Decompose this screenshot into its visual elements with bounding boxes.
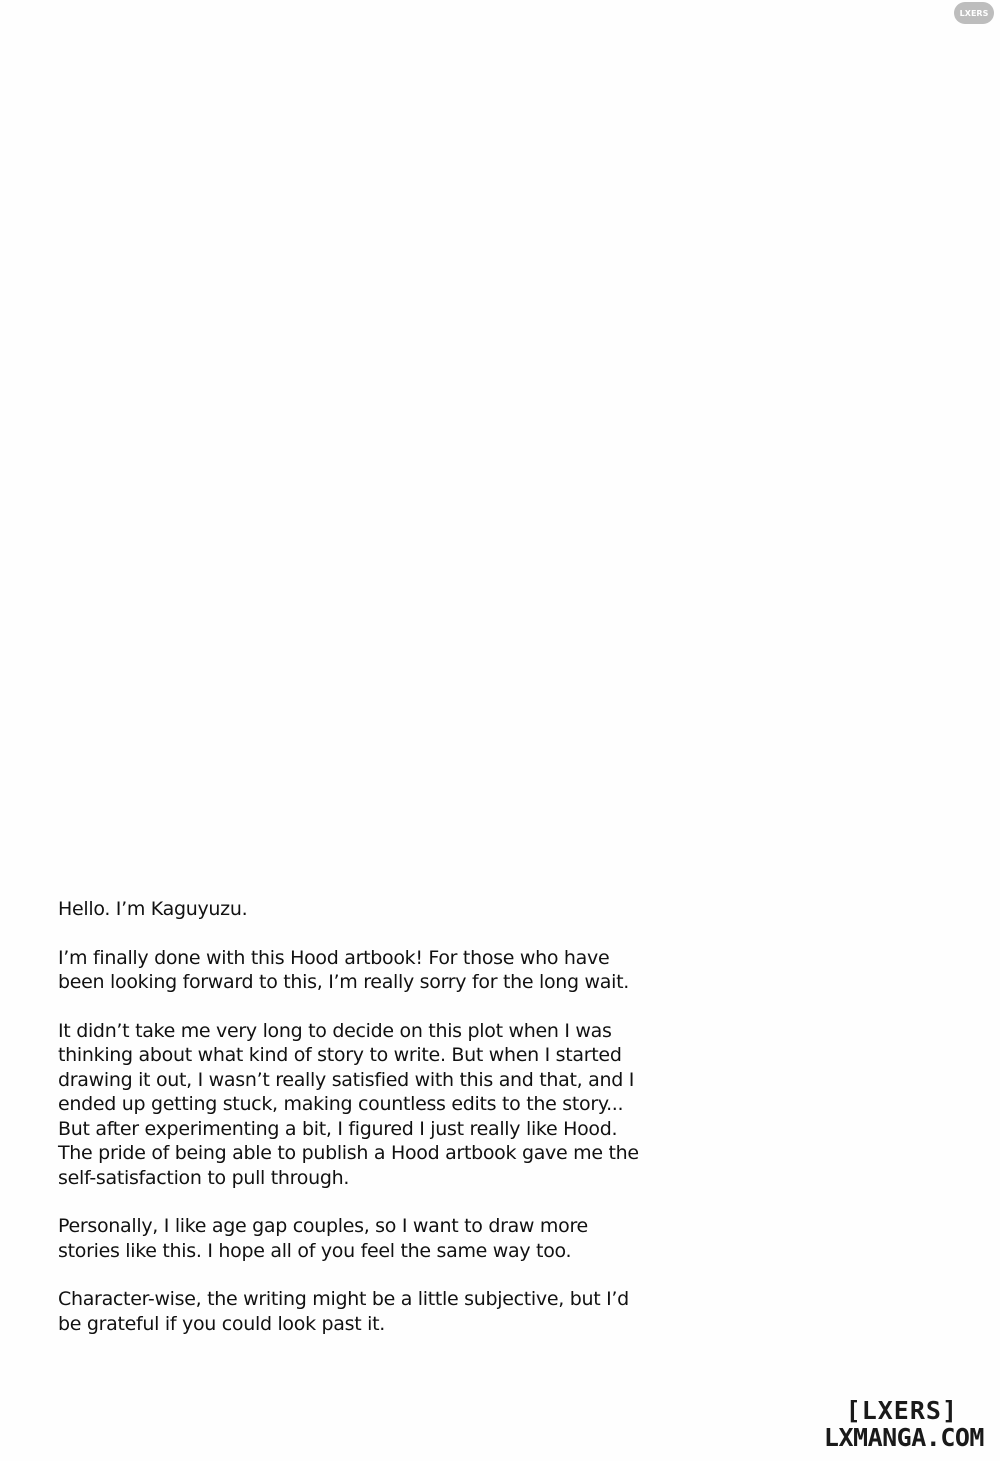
text-line: been looking forward to this, I’m really sorry for the long wait. [58,971,629,993]
text-line: Character-wise, the writing might be a little subjective, but I’d [58,1288,629,1310]
text-line: ended up getting stuck, making countless edits to the story... [58,1093,624,1115]
watermark-group: [LXERS] [845,1396,958,1425]
afterword-letter [58,897,698,1360]
greeting-paragraph [58,897,698,922]
text-line: stories like this. I hope all of you feel the same way too. [58,1239,572,1262]
watermark-site: LXMANGA.COM [823,1423,984,1452]
paragraph-3 [58,1214,698,1263]
text-line: drawing it out, I wasn’t really satisfied with this and that, and I [58,1068,635,1091]
corner-logo-text: LXERS [959,8,989,18]
paragraph-4 [58,1287,698,1336]
text-line: Personally, I like age gap couples, so I want to draw more [58,1215,588,1237]
paragraph-1 [58,946,698,995]
text-line: The pride of being able to publish a Hood artbook gave me the [58,1142,639,1164]
text-line: But after experimenting a bit, I figured I just really like Hood. [58,1117,618,1140]
paragraph-2 [58,1019,698,1191]
text-line: thinking about what kind of story to write. But when I started [58,1044,622,1066]
text-line: be grateful if you could look past it. [58,1312,385,1335]
greeting-line: Hello. I’m Kaguyuzu. [58,898,248,920]
text-line: It didn’t take me very long to decide on this plot when I was [58,1019,612,1042]
text-line: self-satisfaction to pull through. [58,1166,350,1189]
text-line: I’m finally done with this Hood artbook! For those who have [58,946,610,969]
corner-logo-badge [954,2,994,24]
scanlation-watermark [824,1397,984,1451]
